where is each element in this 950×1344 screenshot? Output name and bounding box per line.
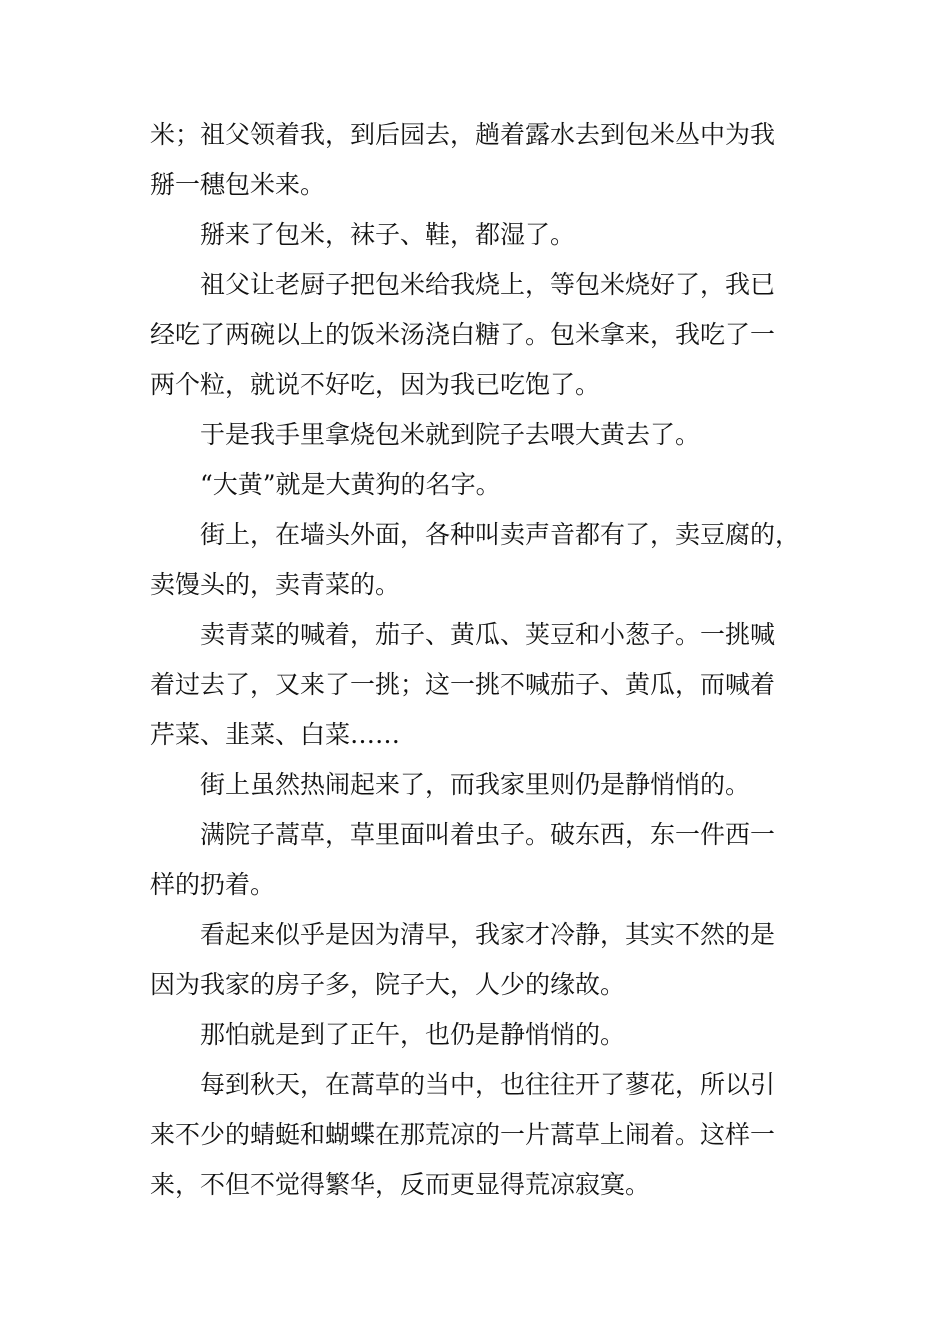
body-text bbox=[150, 110, 800, 1210]
paragraph bbox=[150, 410, 800, 460]
paragraph bbox=[150, 210, 800, 260]
paragraph bbox=[150, 1060, 800, 1210]
text-line: 街上，在墙头外面，各种叫卖声音都有了，卖豆腐的， bbox=[150, 520, 801, 549]
text-line: 来不少的蜻蜓和蝴蝶在那荒凉的一片蒿草上闹着。这样一 bbox=[150, 1120, 776, 1149]
text-line: 街上虽然热闹起来了，而我家里则仍是静悄悄的。 bbox=[150, 770, 751, 799]
text-line: 两个粒，就说不好吃，因为我已吃饱了。 bbox=[150, 370, 601, 399]
text-line: 卖青菜的喊着，茄子、黄瓜、荚豆和小葱子。一挑喊 bbox=[150, 620, 776, 649]
text-line: 米；祖父领着我，到后园去，趟着露水去到包米丛中为我 bbox=[150, 120, 776, 149]
paragraph bbox=[150, 110, 800, 210]
paragraph bbox=[150, 260, 800, 410]
text-line: 着过去了，又来了一挑；这一挑不喊茄子、黄瓜，而喊着 bbox=[150, 670, 776, 699]
text-line: 每到秋天，在蒿草的当中，也往往开了蓼花，所以引 bbox=[150, 1070, 776, 1099]
text-line: 样的扔着。 bbox=[150, 870, 276, 899]
text-line: 看起来似乎是因为清早，我家才冷静，其实不然的是 bbox=[150, 920, 776, 949]
text-line: 祖父让老厨子把包米给我烧上，等包米烧好了，我已 bbox=[150, 270, 776, 299]
text-line: 掰一穗包米来。 bbox=[150, 170, 326, 199]
paragraph bbox=[150, 760, 800, 810]
paragraph bbox=[150, 1010, 800, 1060]
text-line: 芹菜、韭菜、白菜…… bbox=[150, 720, 401, 749]
paragraph bbox=[150, 460, 800, 510]
text-line: 满院子蒿草，草里面叫着虫子。破东西，东一件西一 bbox=[150, 820, 776, 849]
paragraph bbox=[150, 510, 800, 610]
text-line: 来，不但不觉得繁华，反而更显得荒凉寂寞。 bbox=[150, 1170, 651, 1199]
text-line: 卖馒头的，卖青菜的。 bbox=[150, 570, 401, 599]
text-line: 于是我手里拿烧包米就到院子去喂大黄去了。 bbox=[150, 420, 701, 449]
text-line: 掰来了包米，袜子、鞋，都湿了。 bbox=[150, 220, 576, 249]
text-line: 经吃了两碗以上的饭米汤浇白糖了。包米拿来，我吃了一 bbox=[150, 320, 776, 349]
text-line: “大黄”就是大黄狗的名字。 bbox=[150, 470, 501, 499]
text-line: 那怕就是到了正午，也仍是静悄悄的。 bbox=[150, 1020, 626, 1049]
paragraph bbox=[150, 910, 800, 1010]
text-line: 因为我家的房子多，院子大，人少的缘故。 bbox=[150, 970, 626, 999]
paragraph bbox=[150, 810, 800, 910]
paragraph bbox=[150, 610, 800, 760]
